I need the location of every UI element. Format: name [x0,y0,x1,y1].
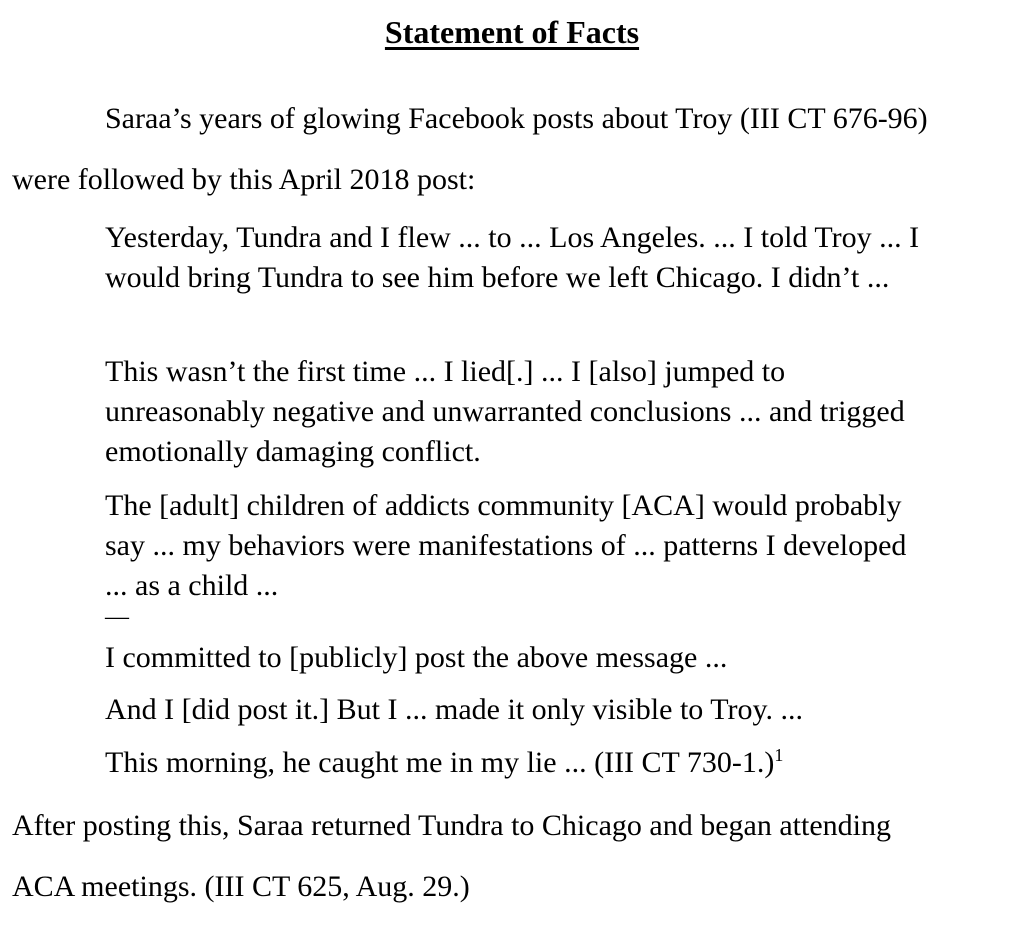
closing-line-2: ACA meetings. (III CT 625, Aug. 29.) [12,870,470,903]
intro-line-2: were followed by this April 2018 post: [12,163,476,196]
block-quote-para-4 [105,638,925,678]
block-quote-para-2 [105,352,925,472]
footnote-reference[interactable]: 1 [774,745,784,765]
block-quote-para-1 [105,218,925,298]
quote-separator: — [105,604,129,630]
quote-paragraph [105,743,925,783]
block-quote-para-6 [105,743,925,783]
intro-line-1: Saraa’s years of glowing Facebook posts about Troy (III CT 676-96) [105,102,928,135]
block-quote-para-5 [105,690,925,730]
closing-line-1: After posting this, Saraa returned Tundra to Chicago and began attending [12,809,891,842]
quote-paragraph: This wasn’t the first time ... I lied[.] ... I [also] jumped to unreasonably negative and unwarranted conclusions ... and trigged emotionally damaging conflict. [105,355,905,468]
quote-paragraph: The [adult] children of addicts community [ACA] would probably say ... my behaviors were manifestations of ... patterns I developed ... as a child ... [105,489,907,602]
block-quote-para-3 [105,486,925,606]
quote-paragraph: Yesterday, Tundra and I flew ... to ... Los Angeles. ... I told Troy ... I would bring Tundra to see him before we left Chicago. I didn’t ... [105,221,920,294]
quote-paragraph: And I [did post it.] But I ... made it only visible to Troy. ... [105,693,804,726]
quote-paragraph: I committed to [publicly] post the above message ... [105,641,728,674]
quote-text: This morning, he caught me in my lie ... (III CT 730-1.) [105,746,775,779]
section-heading: Statement of Facts [384,14,640,50]
